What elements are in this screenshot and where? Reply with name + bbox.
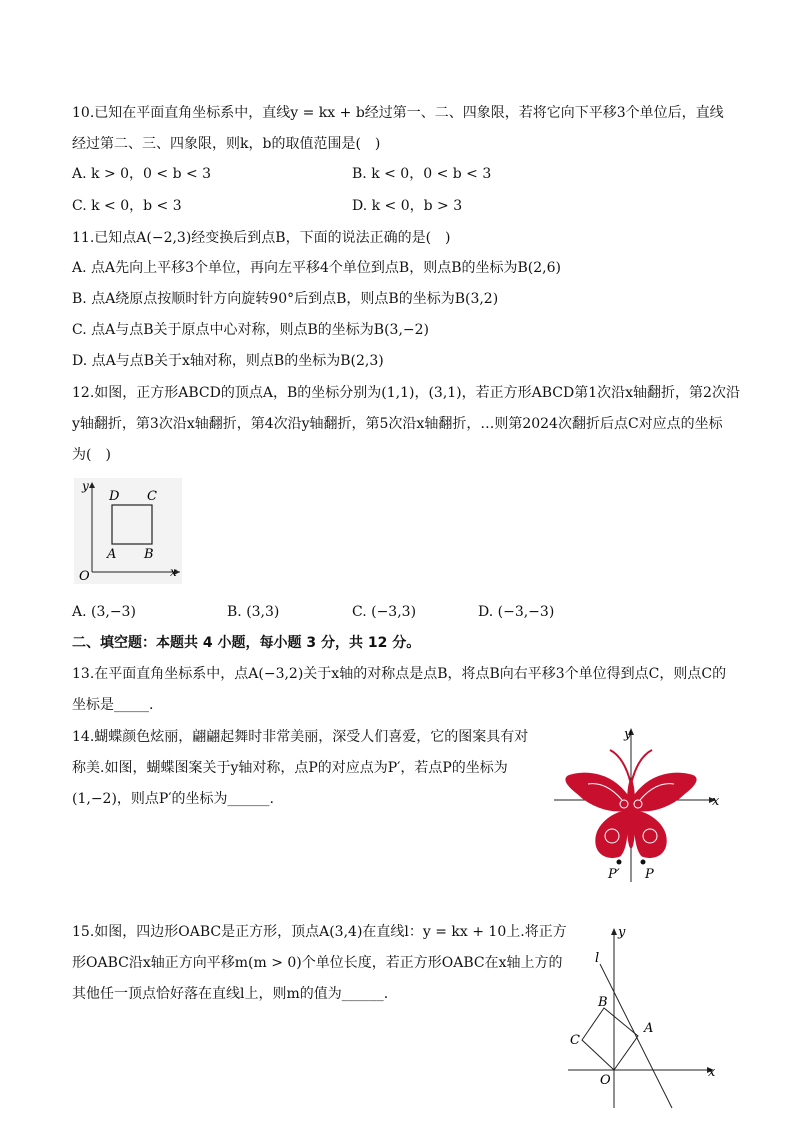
section-title-fill-in: 二、填空题：本题共 4 小题，每小题 3 分，共 12 分。 [72, 635, 421, 651]
q11-option-a: A. 点A先向上平移3个单位，再向左平移4个单位到点B，则点B的坐标为B(2,6) [72, 260, 561, 276]
q12-fig-b-label: B [144, 547, 154, 562]
q14-fig-p-label: P [645, 867, 654, 882]
q14-line3: (1,−2)，则点P′的坐标为______. [72, 791, 274, 807]
q12-line1: 12.如图，正方形ABCD的顶点A，B的坐标分别为(1,1)，(3,1)，若正方形ABCD第1次沿x轴翻折，第2次沿 [72, 385, 740, 401]
q12-fig-origin-label: O [79, 569, 90, 584]
q12-line3: 为( ) [72, 447, 111, 463]
q11-option-d: D. 点A与点B关于x轴对称，则点B的坐标为B(2,3) [72, 353, 384, 369]
q15-fig-c-label: C [570, 1033, 580, 1048]
q11-option-b: B. 点A绕原点按顺时针方向旋转90°后到点B，则点B的坐标为B(3,2) [72, 291, 499, 307]
q10-option-d: D. k < 0，b > 3 [352, 198, 463, 214]
q15-fig-l-label: l [595, 951, 600, 966]
q13-line2: 坐标是_____. [72, 697, 154, 713]
q13-line1: 13.在平面直角坐标系中，点A(−3,2)关于x轴的对称点是点B，将点B向右平移3个单位得到点C，则点C的 [72, 666, 727, 682]
q15-fig-x-label: x [708, 1065, 716, 1080]
q15-line3: 其他任一顶点恰好落在直线l上，则m的值为______. [72, 986, 389, 1002]
q10-line1: 10.已知在平面直角坐标系中，直线y = kx + b经过第一、二、四象限，若将它向下平移3个单位后，直线 [72, 105, 724, 121]
q11-stem: 11.已知点A(−2,3)经变换后到点B，下面的说法正确的是( ) [72, 230, 451, 246]
q12-square-figure [72, 476, 184, 586]
q15-fig-origin-label: O [600, 1073, 611, 1088]
q14-line2: 称美.如图，蝴蝶图案关于y轴对称，点P的对应点为P′，若点P的坐标为 [72, 760, 508, 776]
q10-option-a: A. k > 0，0 < b < 3 [72, 166, 212, 182]
q12-fig-d-label: D [109, 489, 120, 504]
q14-fig-p-prime-label: P′ [608, 867, 620, 882]
q12-option-b: B. (3,3) [227, 604, 280, 620]
q14-line1: 14.蝴蝶颜色炫丽，翩翩起舞时非常美丽，深受人们喜爱，它的图案具有对 [72, 729, 529, 745]
point-p [641, 860, 646, 865]
q12-fig-c-label: C [147, 489, 157, 504]
q10-option-c: C. k < 0，b < 3 [72, 198, 182, 214]
q12-fig-a-label: A [107, 547, 117, 562]
q15-square-figure [562, 920, 722, 1112]
q15-fig-a-label: A [644, 1021, 654, 1036]
q15-fig-y-label: y [618, 925, 626, 940]
q14-fig-y-label: y [624, 727, 632, 742]
q15-line1: 15.如图，四边形OABC是正方形，顶点A(3,4)在直线l：y = kx + 10上.将正方 [72, 924, 567, 940]
q14-fig-x-label: x [712, 794, 720, 809]
q12-option-a: A. (3,−3) [72, 604, 136, 620]
q12-option-d: D. (−3,−3) [478, 604, 555, 620]
q12-fig-x-label: x [170, 565, 177, 579]
q15-fig-b-label: B [598, 995, 608, 1010]
q12-fig-y-label: y [82, 479, 89, 493]
q15-line2: 形OABC沿x轴正方向平移m(m > 0)个单位长度，若正方形OABC在x轴上方的 [72, 955, 563, 971]
q14-butterfly-figure [548, 724, 728, 884]
q10-option-b: B. k < 0，0 < b < 3 [352, 166, 492, 182]
q12-line2: y轴翻折，第3次沿x轴翻折，第4次沿y轴翻折，第5次沿x轴翻折，…则第2024次翻折后点C对应点的坐标 [72, 416, 723, 432]
point-p-prime [617, 860, 622, 865]
q11-option-c: C. 点A与点B关于原点中心对称，则点B的坐标为B(3,−2) [72, 322, 430, 338]
q10-line2: 经过第二、三、四象限，则k，b的取值范围是( ) [72, 136, 381, 152]
q12-option-c: C. (−3,3) [352, 604, 417, 620]
